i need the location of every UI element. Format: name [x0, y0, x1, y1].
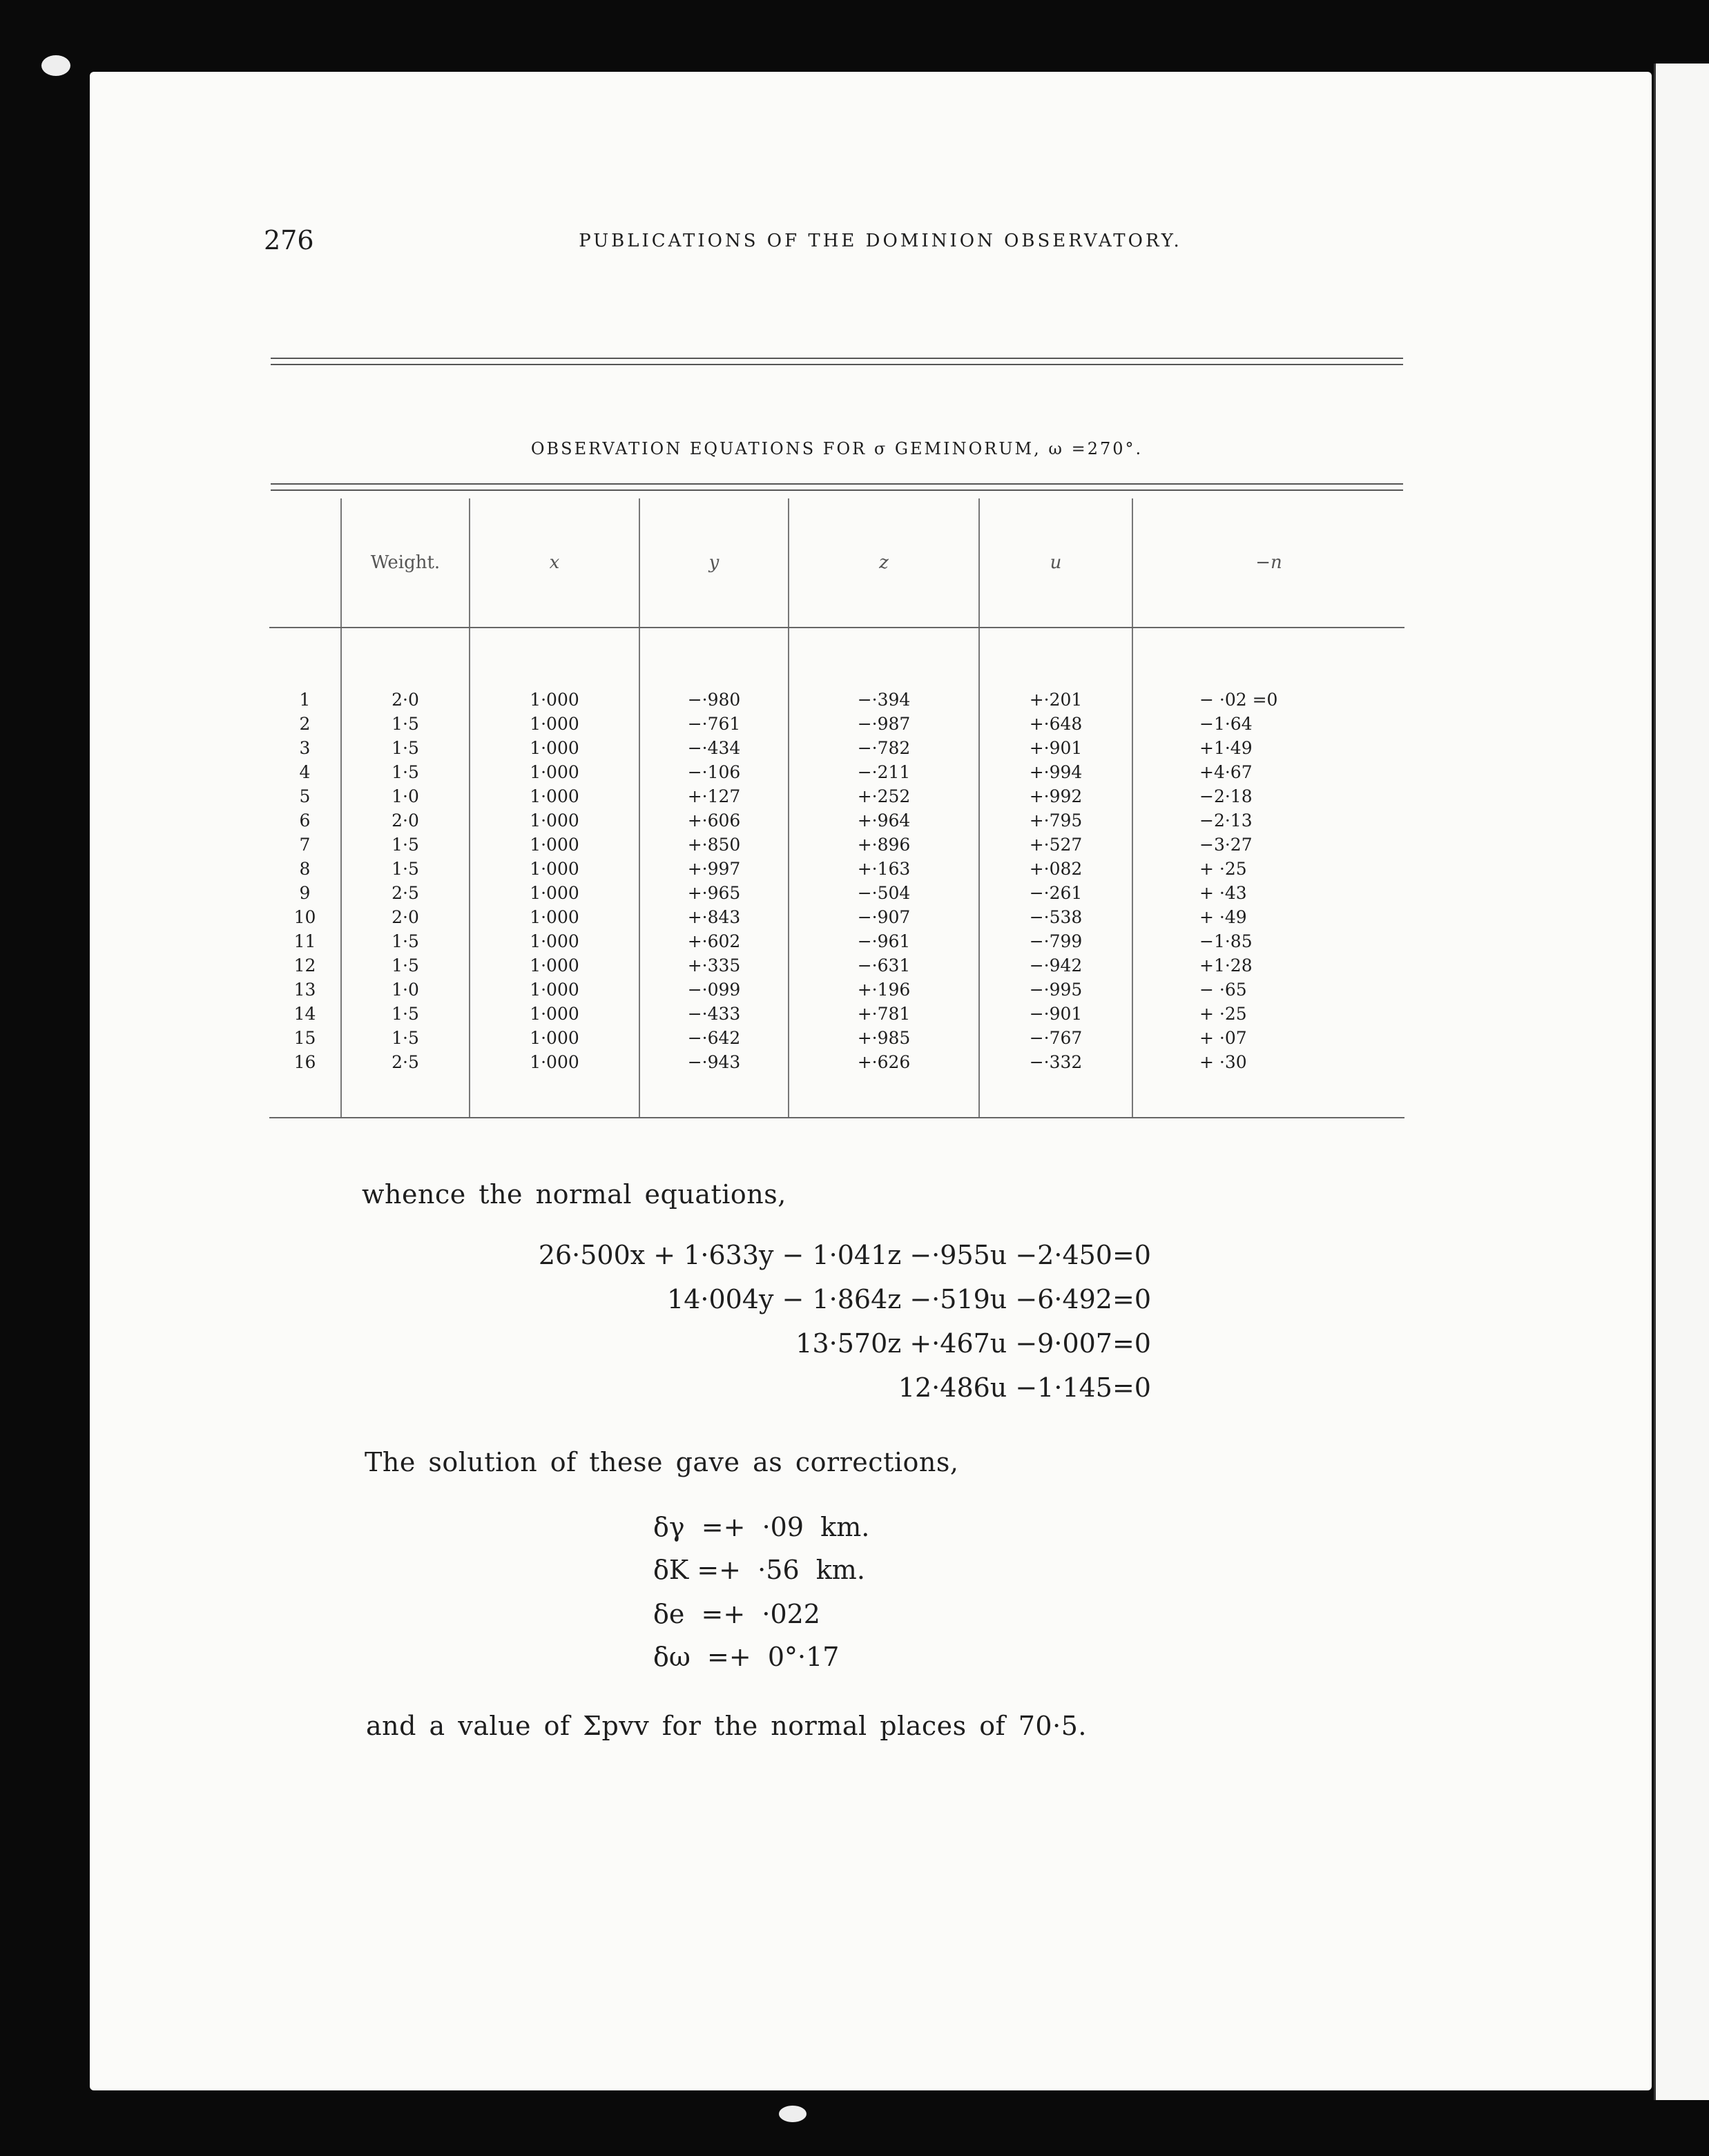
cell-index: 8 — [299, 859, 311, 879]
cell-x: 1·000 — [470, 760, 639, 784]
table-row — [269, 784, 1404, 808]
col-header-u: u — [979, 498, 1132, 628]
cell-u: +·992 — [979, 784, 1132, 808]
cell-y: +·127 — [639, 784, 789, 808]
cell-index: 4 — [299, 762, 311, 782]
cell-neg-n: −2·13 — [1132, 808, 1404, 833]
bottom-cell — [639, 1074, 789, 1118]
correction-k: δK =+ ·56 km. — [653, 1555, 865, 1585]
cell-x: 1·000 — [470, 808, 639, 833]
cell-index: 11 — [293, 931, 316, 951]
bottom-cell — [1132, 1074, 1404, 1118]
cell-neg-n: + ·07 — [1132, 1026, 1404, 1050]
cell-y: −·980 — [639, 688, 789, 712]
cell-y: −·642 — [639, 1026, 789, 1050]
cell-neg-n: + ·43 — [1132, 881, 1404, 905]
cell-index: 2 — [299, 714, 311, 734]
cell-neg-n: −3·27 — [1132, 833, 1404, 857]
spacer-cell — [470, 628, 639, 688]
cell-weight: 1·0 — [341, 784, 470, 808]
cell-weight: 1·5 — [341, 1002, 470, 1026]
cell-x: 1·000 — [470, 833, 639, 857]
cell-weight: 1·0 — [341, 978, 470, 1002]
spacer-cell — [979, 628, 1132, 688]
cell-y: +·965 — [639, 881, 789, 905]
cell-z: +·163 — [789, 857, 979, 881]
table-row — [269, 688, 1404, 712]
cell-index: 14 — [293, 1004, 316, 1024]
cell-weight: 1·5 — [341, 833, 470, 857]
cell-weight: 1·5 — [341, 953, 470, 978]
cell-neg-n: + ·30 — [1132, 1050, 1404, 1074]
cell-neg-n: +4·67 — [1132, 760, 1404, 784]
cell-u: −·261 — [979, 881, 1132, 905]
cell-index: 9 — [299, 883, 311, 903]
cell-index: 15 — [293, 1028, 316, 1048]
table-row — [269, 760, 1404, 784]
table-row — [269, 808, 1404, 833]
spacer-cell — [789, 628, 979, 688]
spacer-cell — [341, 628, 470, 688]
cell-x: 1·000 — [470, 712, 639, 736]
cell-x: 1·000 — [470, 857, 639, 881]
cell-weight: 1·5 — [341, 736, 470, 760]
cell-z: +·964 — [789, 808, 979, 833]
cell-neg-n: + ·25 — [1132, 857, 1404, 881]
cell-weight: 1·5 — [341, 929, 470, 953]
cell-y: −·433 — [639, 1002, 789, 1026]
table-top-rule — [271, 483, 1403, 491]
col-header-weight: Weight. — [341, 498, 470, 628]
correction-gamma: δγ =+ ·09 km. — [653, 1512, 870, 1542]
table-title: OBSERVATION EQUATIONS FOR σ GEMINORUM, ω =270°. — [530, 439, 1143, 458]
header-rule — [271, 358, 1403, 365]
cell-y: +·606 — [639, 808, 789, 833]
cell-z: −·987 — [789, 712, 979, 736]
cell-x: 1·000 — [470, 688, 639, 712]
cell-y: +·602 — [639, 929, 789, 953]
bottom-cell — [979, 1074, 1132, 1118]
cell-y: −·106 — [639, 760, 789, 784]
correction-omega: δω =+ 0°·17 — [653, 1642, 840, 1672]
table-row — [269, 953, 1404, 978]
cell-z: +·896 — [789, 833, 979, 857]
cell-z: +·252 — [789, 784, 979, 808]
cell-u: −·538 — [979, 905, 1132, 929]
cell-neg-n: −2·18 — [1132, 784, 1404, 808]
cell-neg-n: +1·28 — [1132, 953, 1404, 978]
cell-u: +·527 — [979, 833, 1132, 857]
cell-weight: 2·0 — [341, 905, 470, 929]
page-number: 276 — [264, 225, 314, 255]
cell-weight: 1·5 — [341, 1026, 470, 1050]
cell-u: −·332 — [979, 1050, 1132, 1074]
table-row — [269, 978, 1404, 1002]
cell-weight: 1·5 — [341, 712, 470, 736]
cell-u: +·648 — [979, 712, 1132, 736]
table-row — [269, 736, 1404, 760]
cell-u: −·767 — [979, 1026, 1132, 1050]
cell-z: −·961 — [789, 929, 979, 953]
cell-neg-n: + ·25 — [1132, 1002, 1404, 1026]
normal-equation-2: 14·004y − 1·864z −·519u −6·492=0 — [667, 1284, 1151, 1314]
running-head: PUBLICATIONS OF THE DOMINION OBSERVATORY. — [579, 231, 1182, 251]
bottom-cell — [470, 1074, 639, 1118]
bottom-cell — [789, 1074, 979, 1118]
cell-u: +·795 — [979, 808, 1132, 833]
cell-y: −·434 — [639, 736, 789, 760]
normal-equation-4: 12·486u −1·145=0 — [898, 1372, 1151, 1403]
cell-x: 1·000 — [470, 905, 639, 929]
cell-index: 12 — [293, 955, 316, 975]
table-row — [269, 833, 1404, 857]
bottom-cell — [269, 1074, 341, 1118]
cell-z: +·985 — [789, 1026, 979, 1050]
cell-z: −·211 — [789, 760, 979, 784]
cell-neg-n: − ·65 — [1132, 978, 1404, 1002]
col-header-index — [269, 498, 341, 628]
correction-e: δe =+ ·022 — [653, 1599, 820, 1629]
spacer-cell — [1132, 628, 1404, 688]
page-header — [264, 225, 1407, 266]
cell-u: +·082 — [979, 857, 1132, 881]
table-row — [269, 929, 1404, 953]
table-row — [269, 881, 1404, 905]
normal-equation-3: 13·570z +·467u −9·007=0 — [795, 1328, 1151, 1359]
cell-u: −·799 — [979, 929, 1132, 953]
solution-intro: The solution of these gave as corrections, — [365, 1447, 959, 1477]
table-row — [269, 857, 1404, 881]
cell-weight: 2·5 — [341, 1050, 470, 1074]
table-row — [269, 1050, 1404, 1074]
cell-neg-n: + ·49 — [1132, 905, 1404, 929]
cell-neg-n: +1·49 — [1132, 736, 1404, 760]
bottom-cell — [341, 1074, 470, 1118]
closing-line: and a value of Σpvv for the normal places of 70·5. — [366, 1711, 1087, 1741]
cell-index: 16 — [293, 1052, 316, 1072]
adjacent-page-edge — [1654, 64, 1709, 2100]
cell-index: 10 — [293, 907, 316, 927]
cell-index: 7 — [299, 835, 311, 855]
table-spacer-row — [269, 628, 1404, 688]
cell-weight: 1·5 — [341, 857, 470, 881]
cell-y: +·843 — [639, 905, 789, 929]
cell-z: +·196 — [789, 978, 979, 1002]
cell-u: +·994 — [979, 760, 1132, 784]
observation-table — [269, 498, 1404, 1118]
cell-u: −·995 — [979, 978, 1132, 1002]
col-header-neg-n: −n — [1132, 498, 1404, 628]
spacer-cell — [269, 628, 341, 688]
cell-y: −·761 — [639, 712, 789, 736]
table-row — [269, 1002, 1404, 1026]
cell-weight: 2·0 — [341, 808, 470, 833]
table-row — [269, 712, 1404, 736]
table-row — [269, 905, 1404, 929]
cell-z: −·782 — [789, 736, 979, 760]
cell-neg-n: −1·64 — [1132, 712, 1404, 736]
cell-y: +·335 — [639, 953, 789, 978]
cell-x: 1·000 — [470, 978, 639, 1002]
normal-equations-intro: whence the normal equations, — [362, 1179, 786, 1210]
cell-z: +·781 — [789, 1002, 979, 1026]
scan-speck — [41, 55, 70, 76]
cell-y: −·099 — [639, 978, 789, 1002]
cell-u: −·901 — [979, 1002, 1132, 1026]
cell-index: 1 — [299, 690, 311, 710]
cell-z: −·907 — [789, 905, 979, 929]
cell-x: 1·000 — [470, 953, 639, 978]
table-header-row — [269, 498, 1404, 628]
table-row — [269, 1026, 1404, 1050]
cell-z: −·394 — [789, 688, 979, 712]
cell-u: +·201 — [979, 688, 1132, 712]
cell-x: 1·000 — [470, 736, 639, 760]
cell-z: −·504 — [789, 881, 979, 905]
cell-x: 1·000 — [470, 1002, 639, 1026]
scan-speck — [779, 2106, 807, 2122]
col-header-z: z — [789, 498, 979, 628]
cell-u: −·942 — [979, 953, 1132, 978]
cell-y: +·850 — [639, 833, 789, 857]
cell-weight: 2·0 — [341, 688, 470, 712]
cell-z: −·631 — [789, 953, 979, 978]
cell-index: 13 — [293, 980, 316, 1000]
cell-y: −·943 — [639, 1050, 789, 1074]
col-header-x: x — [470, 498, 639, 628]
cell-x: 1·000 — [470, 1050, 639, 1074]
cell-u: +·901 — [979, 736, 1132, 760]
cell-index: 3 — [299, 738, 311, 758]
cell-y: +·997 — [639, 857, 789, 881]
normal-equation-1: 26·500x + 1·633y − 1·041z −·955u −2·450=0 — [538, 1240, 1151, 1270]
cell-z: +·626 — [789, 1050, 979, 1074]
cell-x: 1·000 — [470, 881, 639, 905]
cell-x: 1·000 — [470, 929, 639, 953]
cell-weight: 1·5 — [341, 760, 470, 784]
cell-x: 1·000 — [470, 1026, 639, 1050]
cell-index: 5 — [299, 786, 311, 806]
cell-neg-n: −1·85 — [1132, 929, 1404, 953]
cell-weight: 2·5 — [341, 881, 470, 905]
table-bottom-row — [269, 1074, 1404, 1118]
cell-index: 6 — [299, 810, 311, 831]
col-header-y: y — [639, 498, 789, 628]
cell-neg-n: − ·02 =0 — [1132, 688, 1404, 712]
spacer-cell — [639, 628, 789, 688]
cell-x: 1·000 — [470, 784, 639, 808]
